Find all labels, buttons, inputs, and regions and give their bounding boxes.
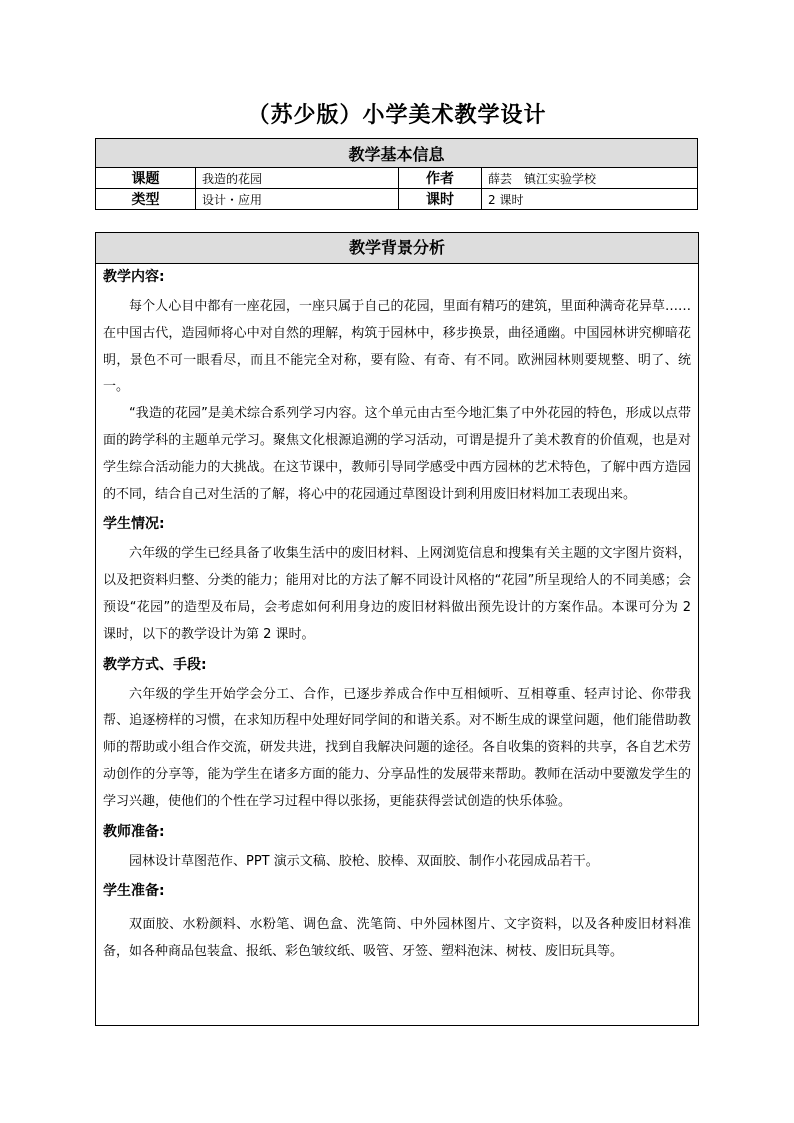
paragraph-content-1: 每个人心目中都有一座花园，一座只属于自己的花园，里面有精巧的建筑，里面种满奇花异草……在中国古代，造园师将心中对自然的理解，构筑于园林中，移步换景，曲径通幽。中国园林讲究柳暗花明，景色不可一眼看尽，而且不能完全对称，要有险、有奇、有不同。欧洲园林则要规整、明了、统一。 (103, 299, 691, 395)
type-label: 类型 (96, 189, 196, 210)
paragraph-methods: 六年级的学生开始学会分工、合作，已逐步养成合作中互相倾听、互相尊重、轻声讨论、你带我帮、追逐榜样的习惯，在求知历程中处理好同学间的和谐关系。对不断生成的课堂问题，他们能借助教师的帮助或小组合作交流，研发共进，找到自我解决问题的途径。各自收集的资料的共享，各自艺术劳动创作的分享等，能为学生在诸多方面的能力、分享品性的发展带来帮助。教师在活动中要激发学生的学习兴趣，使他们的个性在学习过程中得以张扬，更能获得尝试创造的快乐体验。 (103, 686, 691, 809)
background-analysis-box (95, 232, 699, 1026)
section-heading-student-prep: 学生准备: (103, 883, 165, 900)
background-analysis-heading: 教学背景分析 (96, 233, 698, 264)
page-title: （苏少版）小学美术教学设计 (247, 102, 547, 128)
basic-info-heading: 教学基本信息 (96, 139, 698, 168)
section-heading-methods: 教学方式、手段: (103, 656, 207, 673)
author-value: 薛芸 镇江实验学校 (482, 168, 698, 189)
section-heading-teacher-prep: 教师准备: (103, 823, 165, 840)
section-heading-content: 教学内容: (103, 269, 165, 285)
topic-value: 我造的花园 (196, 168, 399, 189)
basic-info-table (95, 138, 698, 210)
hours-label: 课时 (399, 189, 482, 210)
paragraph-content-2: “我造的花园”是美术综合系列学习内容。这个单元由古至今地汇集了中外花园的特色，形成以点带面的跨学科的主题单元学习。聚焦文化根源追溯的学习活动，可谓是提升了美术教育的价值观，也是对学生综合活动能力的大挑战。在这节课中，教师引导同学感受中西方园林的艺术特色，了解中西方造园的不同，结合自己对生活的了解，将心中的花园通过草图设计到利用废旧材料加工表现出来。 (103, 406, 691, 502)
topic-label: 课题 (96, 168, 196, 189)
hours-value: 2 课时 (482, 189, 698, 210)
paragraph-teacher-prep: 园林设计草图范作、PPT 演示文稿、胶枪、胶棒、双面胶、制作小花园成品若干。 (129, 853, 599, 869)
paragraph-student-prep: 双面胶、水粉颜料、水粉笔、调色盒、洗笔筒、中外园林图片、文字资料，以及各种废旧材料准备，如各种商品包装盒、报纸、彩色皱纹纸、吸管、牙签、塑料泡沫、树枝、废旧玩具等。 (103, 917, 691, 960)
author-label: 作者 (399, 168, 482, 189)
section-heading-students: 学生情况: (103, 516, 165, 533)
paragraph-students: 六年级的学生已经具备了收集生活中的废旧材料、上网浏览信息和搜集有关主题的文字图片资料，以及把资料归整、分类的能力；能用对比的方法了解不同设计风格的“花园”所呈现给人的不同美感；会预设“花园”的造型及布局，会考虑如何利用身边的废旧材料做出预先设计的方案作品。本课可分为 2 课时，以下的教学设计为第 2 课时。 (103, 546, 691, 642)
background-analysis-body (96, 267, 698, 966)
type-value: 设计・应用 (196, 189, 399, 210)
